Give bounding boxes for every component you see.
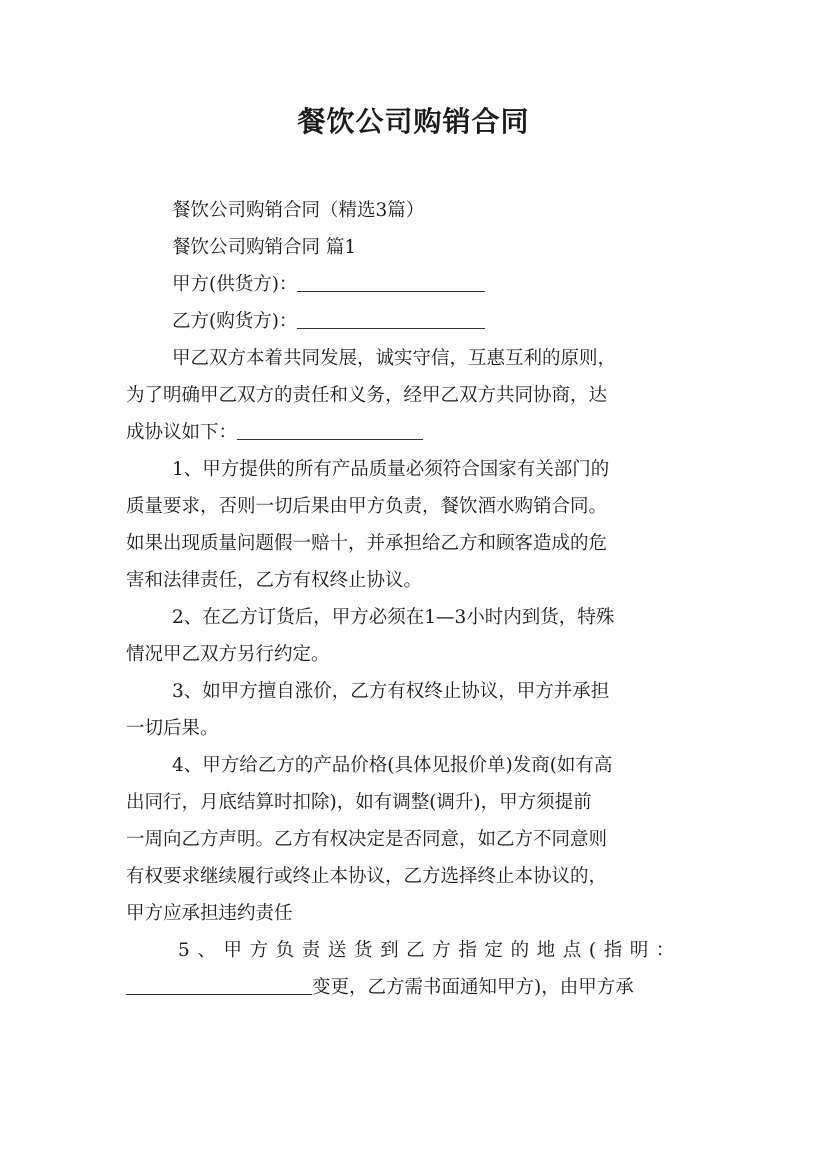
section-heading: 餐饮公司购销合同 篇1 <box>172 237 357 258</box>
clause-4-line-3: 一周向乙方声明。乙方有权决定是否同意，如乙方不同意则 <box>126 829 608 850</box>
clause-3-line-2: 一切后果。 <box>126 718 219 739</box>
clause-1-line-2: 质量要求，否则一切后果由甲方负责，餐饮酒水购销合同。 <box>126 496 608 517</box>
intro-line-3-text: 成协议如下： <box>126 422 238 443</box>
location-blank[interactable] <box>126 974 312 995</box>
party-b-line <box>126 303 706 340</box>
party-a-line <box>126 266 706 303</box>
intro-line-1: 甲乙双方本着共同发展，诚实守信，互惠互利的原则， <box>172 348 617 369</box>
party-b-blank[interactable] <box>297 308 485 329</box>
document-title: 餐饮公司购销合同 <box>297 105 530 138</box>
clause-1-line-4: 害和法律责任，乙方有权终止协议。 <box>126 570 423 591</box>
clause-1-line-3: 如果出现质量问题假一赔十，并承担给乙方和顾客造成的危 <box>126 533 608 554</box>
clause-2-line-2: 情况甲乙双方另行约定。 <box>126 644 330 665</box>
document-subtitle: 餐饮公司购销合同（精选3篇） <box>172 200 425 221</box>
clause-4-line-1: 4、甲方给乙方的产品价格(具体见报价单)发商(如有高 <box>172 755 613 776</box>
clause-4-line-5: 甲方应承担违约责任 <box>126 903 293 924</box>
clause-1-line-1: 1、甲方提供的所有产品质量必须符合国家有关部门的 <box>172 459 610 480</box>
party-a-label: 甲方(供货方)： <box>172 274 298 295</box>
clause-4-line-4: 有权要求继续履行或终止本协议，乙方选择终止本协议的， <box>126 866 608 887</box>
clause-5-line-1: 5、甲方负责送货到乙方指定的地点(指明： <box>178 940 682 961</box>
intro-line-2: 为了明确甲乙双方的责任和义务，经甲乙双方共同协商，达 <box>126 385 608 406</box>
party-a-blank[interactable] <box>297 271 485 292</box>
intro-line-3 <box>126 414 706 451</box>
clause-4-line-2: 出同行，月底结算时扣除)，如有调整(调升)，甲方须提前 <box>126 792 592 813</box>
clause-5-line-2 <box>126 969 706 1006</box>
clause-5-line-2-text: 变更，乙方需书面通知甲方)，由甲方承 <box>312 977 634 998</box>
clause-2-line-1: 2、在乙方订货后，甲方必须在1—3小时内到货，特殊 <box>172 607 615 628</box>
clause-3-line-1: 3、如甲方擅自涨价，乙方有权终止协议，甲方并承担 <box>172 681 610 702</box>
document-body <box>126 192 706 1006</box>
agreement-blank[interactable] <box>237 419 423 440</box>
party-b-label: 乙方(购货方)： <box>172 311 298 332</box>
